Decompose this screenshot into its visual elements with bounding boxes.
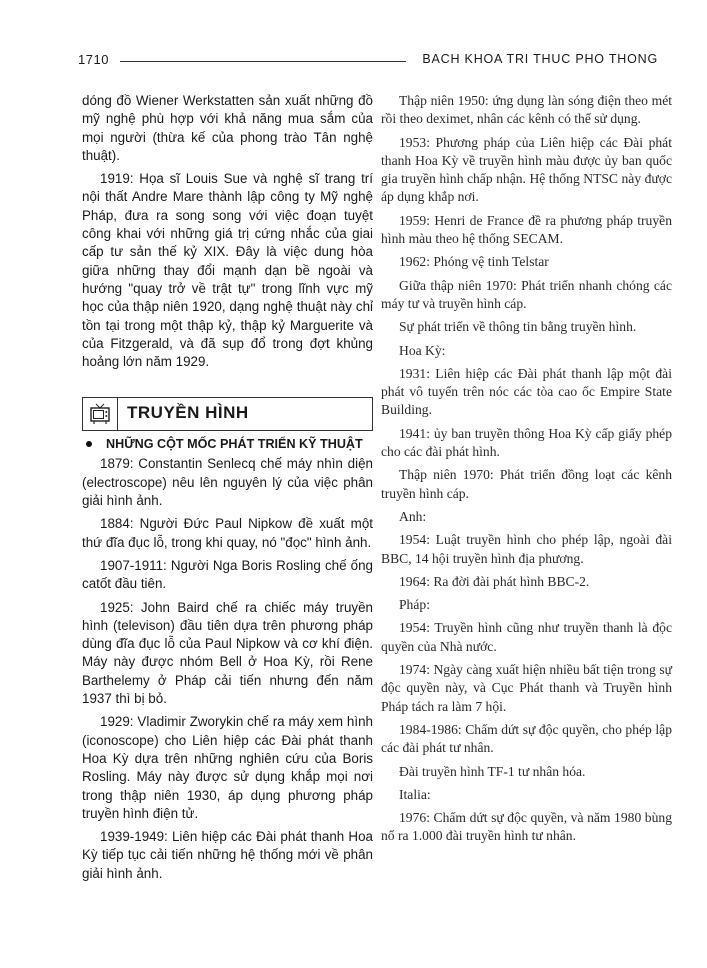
paragraph: Sự phát triển về thông tin bằng truyền hình. — [399, 319, 637, 335]
paragraph: 1939-1949: Liên hiệp các Đài phát thanh Hoa Kỳ tiếp tục cải tiến những hệ thống mới về phân giải hình ảnh. — [82, 829, 373, 881]
paragraph: 1919: Họa sĩ Louis Sue và nghệ sĩ trang trí nội thất Andre Mare thành lập công ty Mỹ nghệ Pháp, đưa ra song song với việc đoạn tuyệt công khai với những giá trị cứng nhắc của giai cấp tư sản thế kỷ XIX. Đây là việc dung hòa giữa những thay đổi mạnh dạn bề ngoài và hướng "quay trở về trật tự" trong lĩnh vực mỹ học của thập niên 1920, dạng nghệ thuật này chỉ tồn tại trong một thập kỷ, thập kỷ Marguerite và của Fitzgerald, và đã sụp đổ trong đợt khủng hoảng lớn năm 1929. — [82, 171, 373, 370]
paragraph: 1959: Henri de France đề ra phương pháp truyền hình màu theo hệ thống SECAM. — [381, 212, 672, 247]
paragraph: 1925: John Baird chế ra chiếc máy truyền hình (televison) đầu tiên dựa trên phương pháp dùng đĩa đục lỗ của Paul Nipkow và cơ khí điện. Máy này được nhóm Bell ở Hoa Kỳ, rồi Rene Barthelemy ở Pháp cải tiến nhưng đến năm 1937 thì bị bỏ. — [82, 599, 373, 707]
section-header — [82, 397, 373, 431]
paragraph: 1954: Truyền hình cũng như truyền thanh là độc quyền của Nhà nước. — [381, 620, 672, 654]
paragraph: 1931: Liên hiệp các Đài phát thanh lập một đài phát vô tuyến trên nóc các tòa cao ốc Empire State Building. — [381, 365, 672, 418]
section-title: TRUYỀN HÌNH — [127, 403, 249, 423]
page-number: 1710 — [78, 52, 109, 67]
paragraph: Thập niên 1950: ứng dụng làn sóng điện theo mét rồi theo deximet, nhân các kênh có thể sử dụng. — [381, 93, 672, 127]
paragraph: Giữa thập niên 1970: Phát triển nhanh chóng các máy tư và truyền hình cáp. — [381, 277, 672, 311]
subheading-text: NHỮNG CỘT MỐC PHÁT TRIỂN KỸ THUẬT — [106, 437, 363, 452]
paragraph: 1984-1986: Chấm dứt sự độc quyền, cho phép lập các đài phát tư nhân. — [381, 721, 672, 756]
header-rule — [120, 61, 406, 62]
paragraph: Đài truyền hình TF-1 tư nhân hóa. — [399, 763, 586, 779]
bullet-icon — [86, 441, 92, 447]
paragraph: 1953: Phương pháp của Liên hiệp các Đài phát thanh Hoa Kỳ về truyền hình màu được ủy ban quốc gia truyền hình chấp nhận. Hệ thống NTSC này được áp dụng khắp nơi. — [381, 134, 672, 205]
country-label: Pháp: — [399, 597, 430, 613]
country-label: Anh: — [399, 508, 427, 524]
right-column — [381, 92, 672, 851]
paragraph: 1907-1911: Người Nga Boris Rosling chế ống catốt đầu tiên. — [82, 557, 373, 592]
paragraph: 1954: Luật truyền hình cho phép lập, ngoài đài BBC, 14 hội truyền hình địa phương. — [381, 532, 672, 566]
country-label: Hoa Kỳ: — [399, 342, 446, 358]
page-header — [78, 52, 658, 72]
paragraph: 1974: Ngày càng xuất hiện nhiều bất tiện trong sự độc quyền này, và Cục Phát thanh và Truyền hình Pháp tách ra làm 7 hội. — [381, 662, 672, 714]
paragraph: 1976: Chấm dứt sự độc quyền, và năm 1980 bùng nổ ra 1.000 đài truyền hình tư nhân. — [381, 810, 672, 844]
running-title: BACH KHOA TRI THUC PHO THONG — [422, 52, 658, 66]
paragraph: Thập niên 1970: Phát triển đồng loạt các kênh truyền hình cáp. — [381, 467, 672, 501]
paragraph: 1879: Constantin Senlecq chế máy nhìn diện (electroscope) nêu lên nguyên lý của việc phân giải hình ảnh. — [82, 456, 373, 509]
country-label: Italia: — [399, 786, 431, 802]
television-icon — [83, 398, 118, 430]
subheading — [82, 437, 373, 451]
paragraph: dóng đồ Wiener Werkstatten sản xuất những đồ mỹ nghệ phù hợp với khả năng mua sắm của mọi người (thừa kế của phong trào Tân nghệ thuật). — [82, 93, 373, 163]
paragraph: 1884: Người Đức Paul Nipkow đề xuất một thứ đĩa đục lỗ, trong khi quay, nó "đọc" hình ảnh. — [82, 516, 373, 550]
paragraph: 1964: Ra đời đài phát hình BBC-2. — [399, 573, 590, 589]
paragraph: 1929: Vladimir Zworykin chế ra máy xem hình (iconoscope) cho Liên hiệp các Đài phát thanh Hoa Kỳ dựa trên những nghiên cứu của Boris Rosling. Máy này được sử dụng khắp mọi nơi trong thập niên 1930, áp dụng phương pháp truyền hình điện tử. — [82, 714, 373, 821]
paragraph: 1962: Phóng vệ tinh Telstar — [399, 254, 549, 270]
left-column — [82, 92, 373, 888]
paragraph: 1941: ủy ban truyền thông Hoa Kỳ cấp giấy phép cho các đài phát hình. — [381, 425, 672, 460]
